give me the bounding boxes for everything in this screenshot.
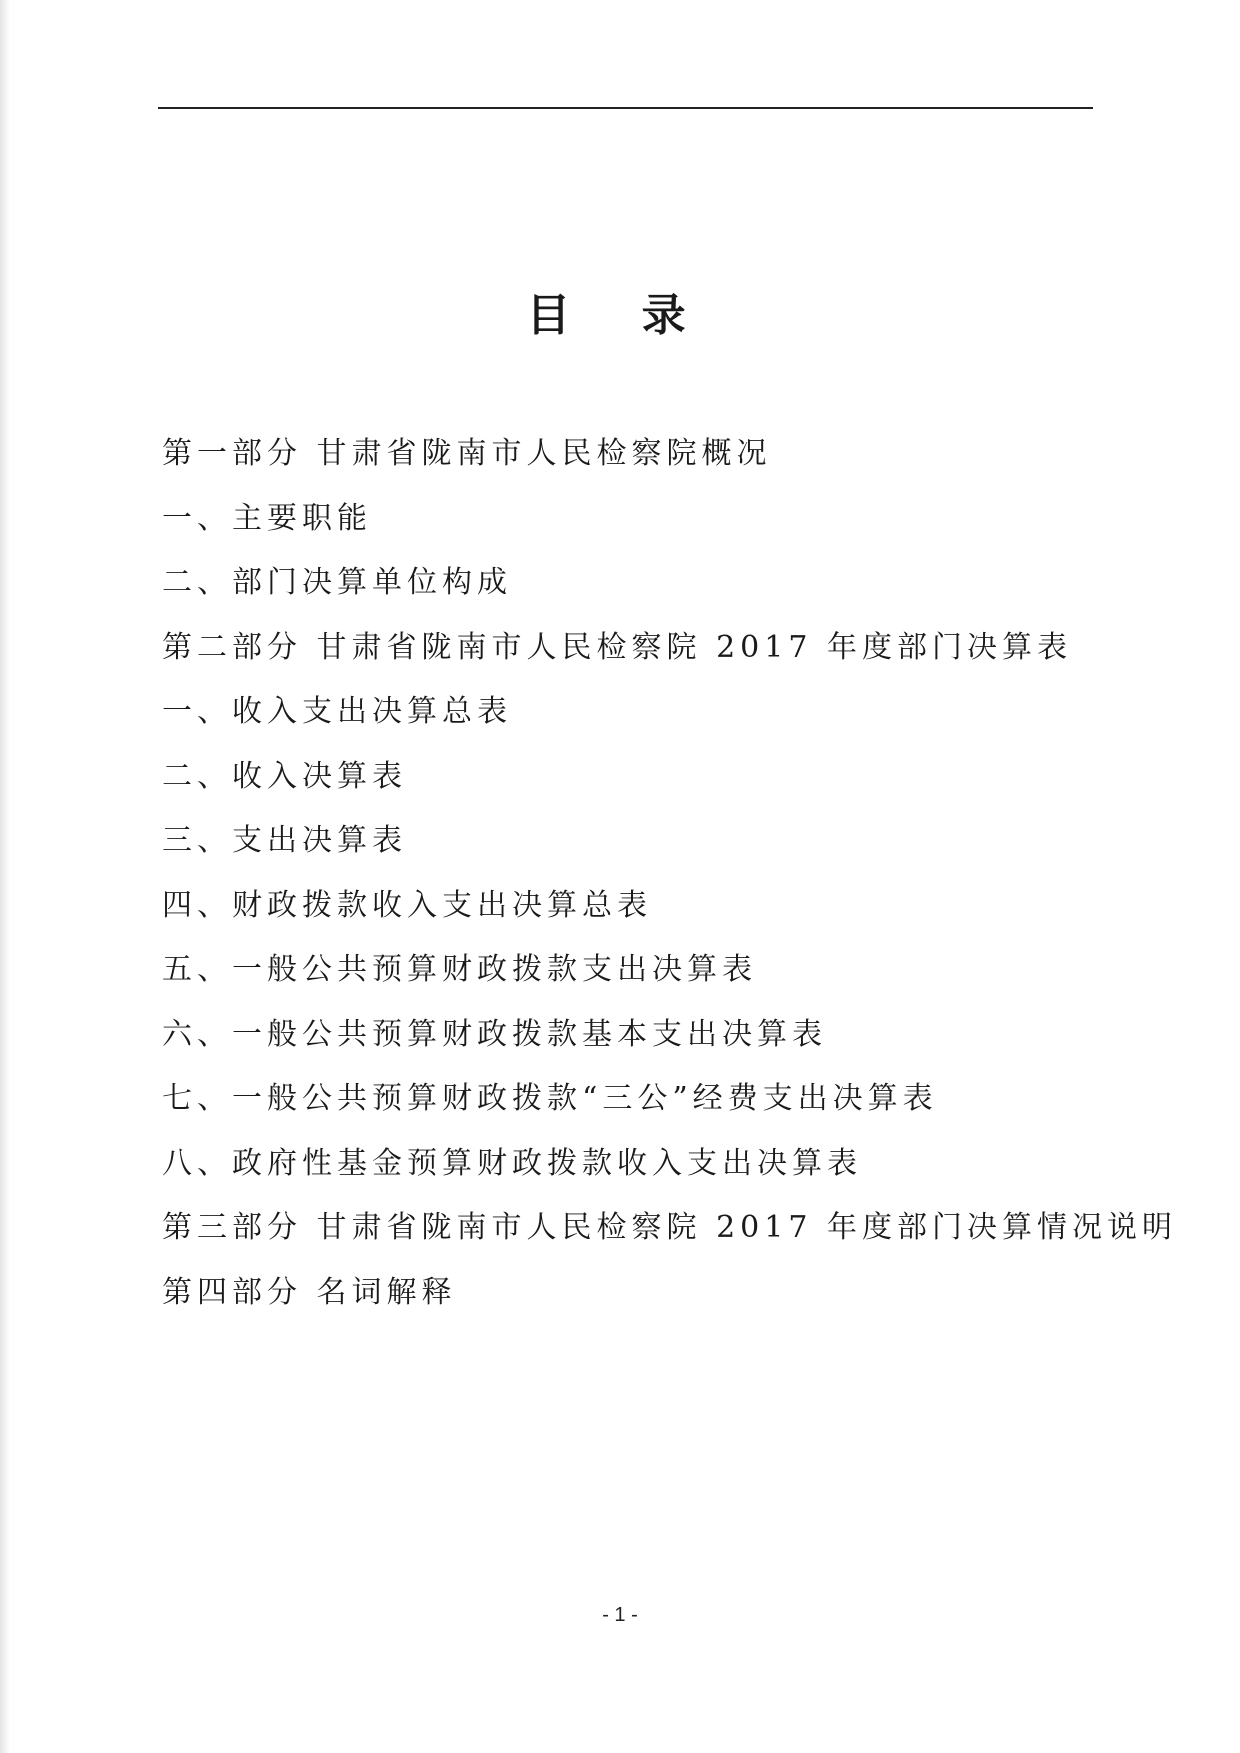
table-of-contents <box>162 426 1177 1329</box>
toc-item: 三、支出决算表 <box>162 823 407 858</box>
toc-item: 七、一般公共预算财政拨款“三公”经费支出决算表 <box>162 1081 938 1116</box>
toc-item-part-1: 第一部分 甘肃省陇南市人民检察院概况 <box>162 436 772 471</box>
toc-item: 八、政府性基金预算财政拨款收入支出决算表 <box>162 1145 862 1181</box>
toc-item: 一、主要职能 <box>162 500 372 536</box>
toc-item: 四、财政拨款收入支出决算总表 <box>162 887 652 923</box>
toc-item-part-3: 第三部分 甘肃省陇南市人民检察院 2017 年度部门决算情况说明 <box>162 1210 1177 1245</box>
toc-item: 五、一般公共预算财政拨款支出决算表 <box>162 952 757 987</box>
toc-item-part-4: 第四部分 名词解释 <box>162 1274 457 1310</box>
toc-item-part-2: 第二部分 甘肃省陇南市人民检察院 2017 年度部门决算表 <box>162 629 1072 665</box>
header-rule <box>158 107 1093 109</box>
page-title: 目 录 <box>526 290 714 341</box>
toc-item: 二、部门决算单位构成 <box>162 565 512 600</box>
page-number: - 1 - <box>602 1604 638 1626</box>
page-edge-shadow <box>0 0 10 1753</box>
toc-item: 一、收入支出决算总表 <box>162 694 512 729</box>
toc-item: 二、收入决算表 <box>162 758 407 794</box>
toc-item: 六、一般公共预算财政拨款基本支出决算表 <box>162 1016 827 1052</box>
